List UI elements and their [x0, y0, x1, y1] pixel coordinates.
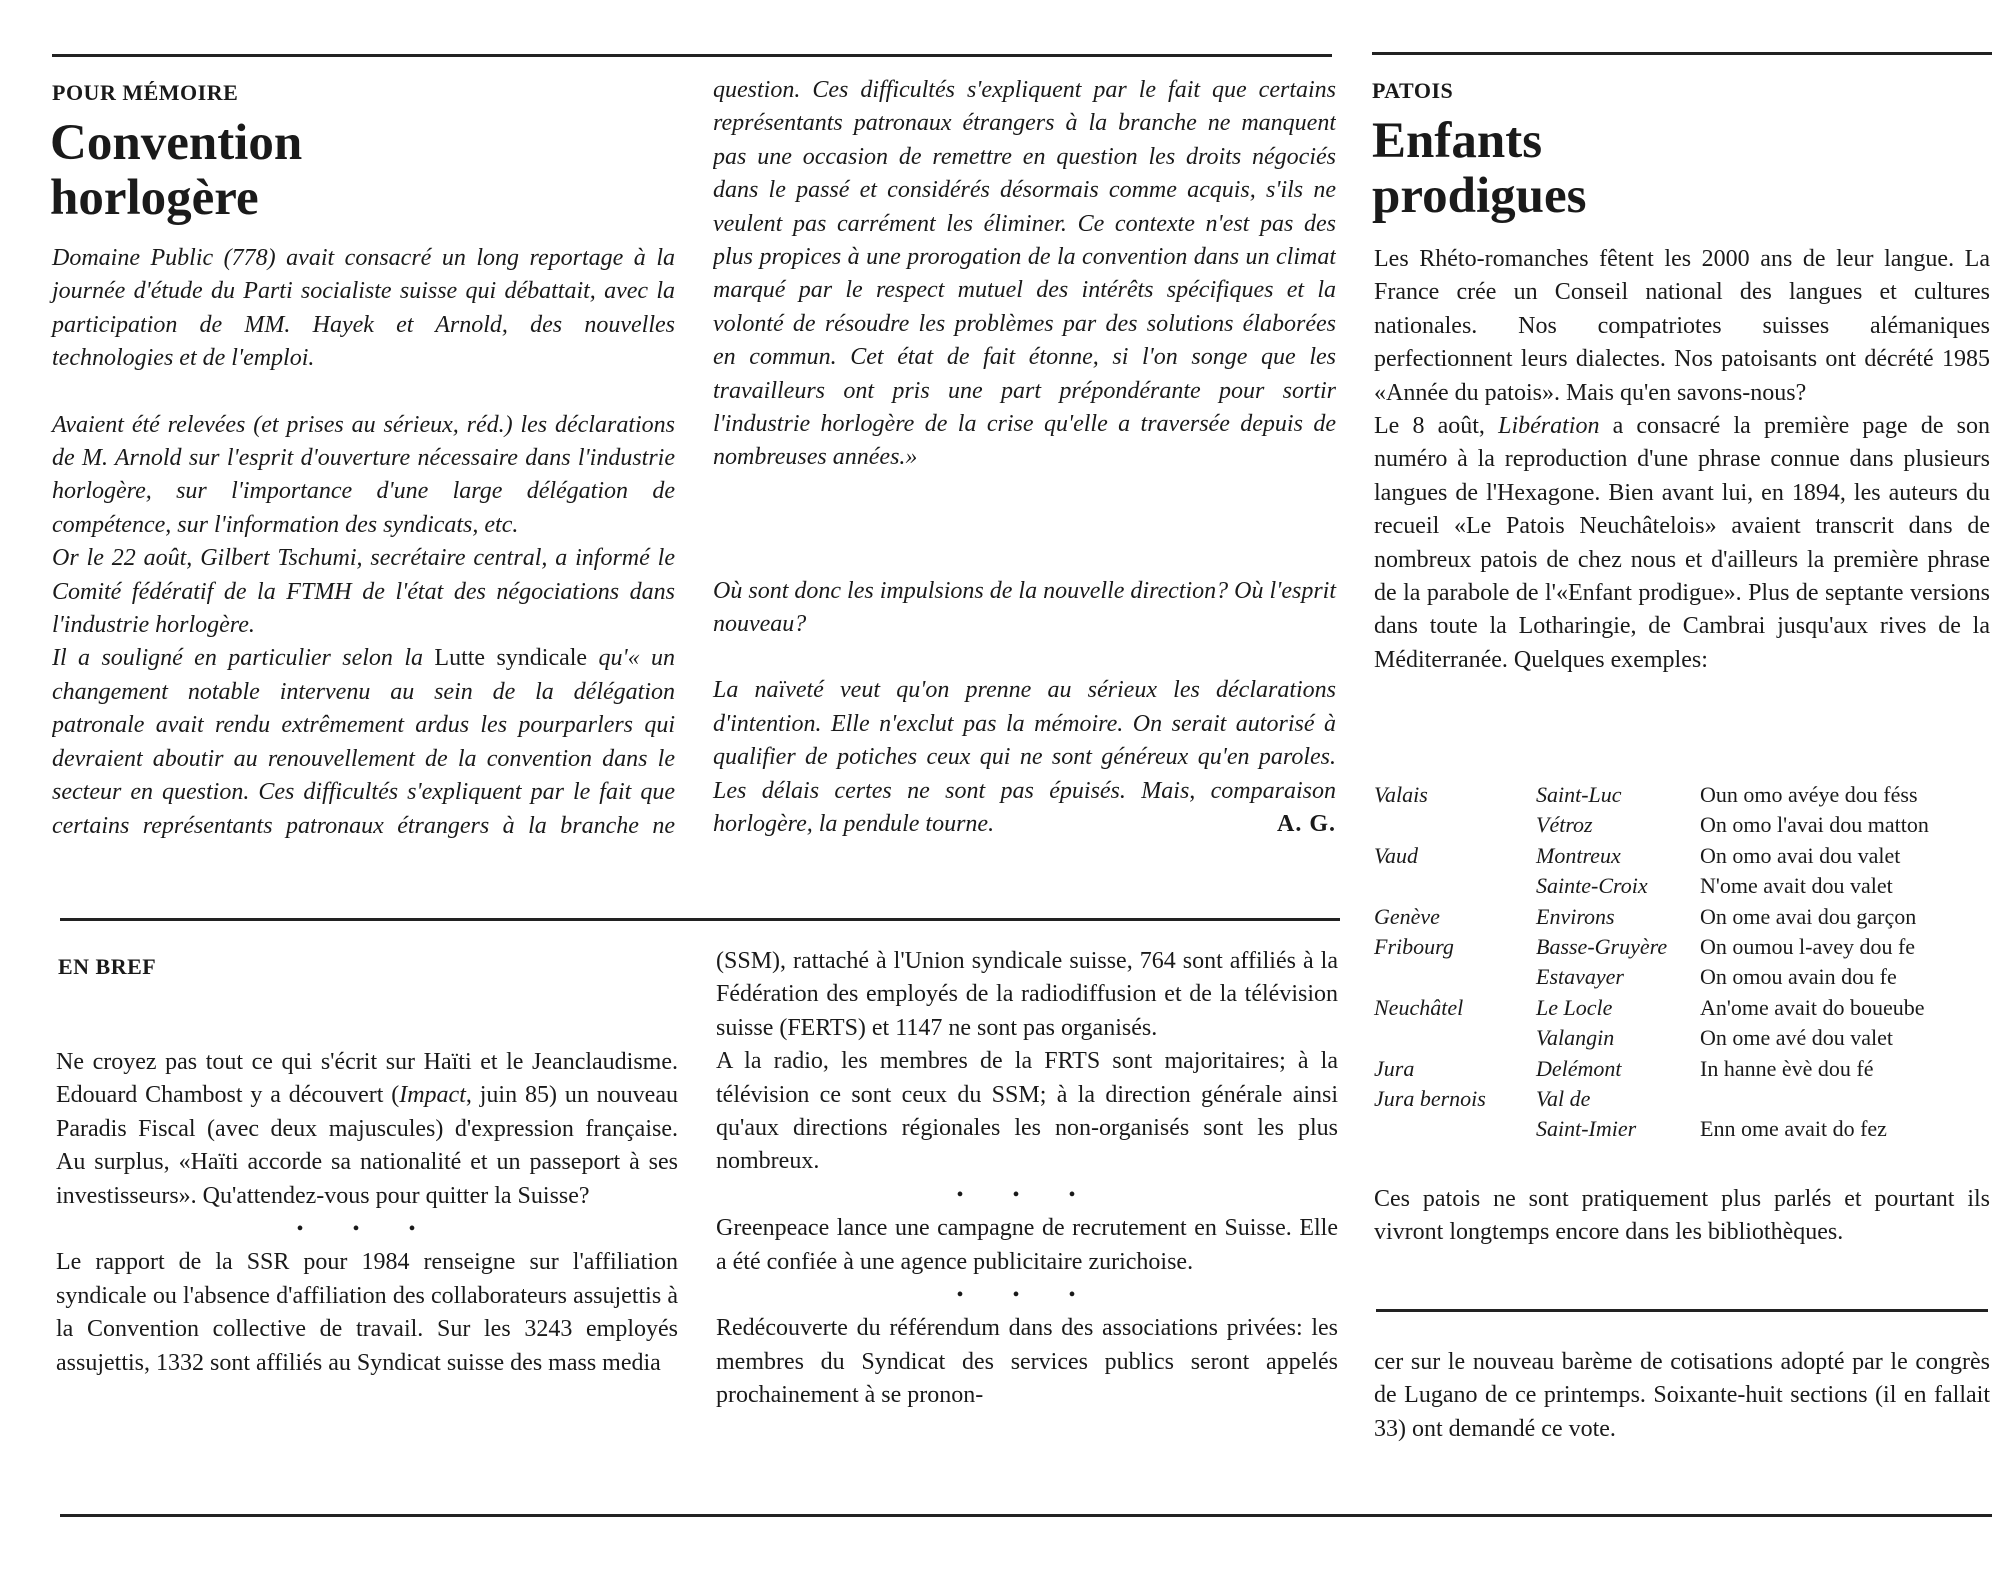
headline-line-1: Convention — [50, 115, 303, 171]
pour-memoire-column-1 — [52, 242, 675, 842]
headline-patois-line-1: Enfants — [1372, 113, 1543, 169]
patois-phrase: On ome avé dou valet — [1700, 1025, 1894, 1051]
patois-example-row — [1374, 873, 1990, 903]
patois-conclusion — [1374, 1183, 1990, 1250]
patois-example-row — [1374, 934, 1990, 964]
patois-phrase: On oumou l-avey dou fe — [1700, 933, 1916, 959]
patois-phrase: On omo l'avai dou matton — [1700, 812, 1929, 838]
patois-place: Val de — [1536, 1085, 1591, 1111]
patois-place: Delémont — [1536, 1055, 1622, 1081]
pour-memoire-para-3-continued: question. Ces difficultés s'expliquent par le fait que certains représentants patronaux étrangers à la branche ne manquent pas une occasion de remettre en question les droits négociés dans le passé et considérés désormais comme acquis, s'ils ne veulent pas carrément les éliminer. Ce contexte n'est pas des plus propices à une prorogation de la convention dans un climat marqué par le respect mutuel des intérêts spécifiques et la volonté de résoudre les problèmes par des solutions élaborées en commun. Cet état de fait étonne, si l'on songe que les travailleurs ont pris une part prépondérante pour sortir l'industrie horlogère de la crise qu'elle a traversée depuis de nombreuses années.» — [713, 77, 1336, 471]
patois-region — [1374, 1116, 1536, 1146]
en-bref-column-1 — [56, 1046, 678, 1413]
patois-para-1: Les Rhéto-romanches fêtent les 2000 ans de leur langue. La France crée un Conseil national des langues et cultures nationales. Nos compatriotes suisses alémaniques perfectionnent leurs dialectes. Nos patoisants ont décrété 1985 «Année du patois». Mais qu'en savons-nous? — [1374, 246, 1990, 406]
rule-top-left — [52, 54, 1332, 57]
patois-phrase: On omou avain dou fe — [1700, 964, 1897, 990]
separator-1: • • • — [296, 1218, 438, 1241]
headline-patois-line-2: prodigues — [1372, 168, 1587, 224]
patois-region: Valais — [1374, 782, 1428, 807]
impact-title: Impact — [399, 1082, 466, 1109]
patois-phrase: In hanne èvè dou fé — [1700, 1055, 1874, 1081]
pour-memoire-para-3: Il a souligné en particulier selon la Lutte syndicale qu'« un changement notable intervenu au sein de la délégation patronale avait rendu extrêmement ardus les pourparlers qui devraient aboutir au renouvellement de la convention dans le secteur en question. Ces difficultés s'expliquent par le fait que certains représentants patronaux étrangers à la branche ne — [52, 645, 675, 839]
patois-example-row — [1374, 964, 1990, 994]
patois-example-row — [1374, 995, 1990, 1025]
kicker-en-bref: EN BREF — [58, 954, 157, 979]
patois-region: Genève — [1374, 903, 1440, 929]
patois-example-row — [1374, 1056, 1990, 1086]
patois-place: Valangin — [1536, 1025, 1615, 1051]
patois-phrase: Oun omo avéye dou féss — [1700, 782, 1918, 807]
patois-examples-table — [1374, 782, 1990, 1147]
en-bref-item-2-continued: (SSM), rattaché à l'Union syndicale suisse, 764 sont affiliés à la Fédération des employés de la radiodiffusion et de la télévision suisse (FERTS) et 1147 ne sont pas organisés. — [716, 948, 1338, 1041]
patois-place: Estavayer — [1536, 964, 1624, 990]
rule-bottom — [60, 1514, 1992, 1517]
kicker-pour-memoire: POUR MÉMOIRE — [52, 80, 239, 105]
patois-phrase — [1700, 1086, 1990, 1116]
patois-phrase: An'ome avait do boueube — [1700, 994, 1925, 1020]
patois-region — [1374, 873, 1536, 903]
en-bref-item-3: Greenpeace lance une campagne de recrutement en Suisse. Elle a été confiée à une agence publicitaire zurichoise. — [716, 1215, 1338, 1275]
pour-memoire-intro: Domaine Public (778) avait consacré un long reportage à la journée d'étude du Parti socialiste suisse qui débattait, avec la participation de MM. Hayek et Arnold, des nouvelles technologies et de l'emploi. — [52, 245, 675, 372]
headline-convention-horlogere — [50, 116, 302, 226]
headline-line-2: horlogère — [50, 170, 259, 226]
patois-place: Vétroz — [1536, 812, 1593, 838]
patois-example-row — [1374, 843, 1990, 873]
rule-middle-left — [60, 918, 1340, 921]
patois-phrase: On ome avai dou garçon — [1700, 903, 1917, 929]
kicker-patois: PATOIS — [1372, 78, 1454, 103]
pour-memoire-para-5: La naïveté veut qu'on prenne au sérieux les déclarations d'intention. Elle n'exclut pas la mémoire. On serait autorisé à qualifier de potiches ceux qui ne sont généreux qu'en paroles. Les délais certes ne sont pas épuisés. Mais, comparaison horlogère, la pendule tourne. — [713, 677, 1336, 838]
patois-place: Basse-Gruyère — [1536, 933, 1668, 959]
pour-memoire-para-4: Où sont donc les impulsions de la nouvelle direction? Où l'esprit nouveau? — [713, 577, 1336, 637]
patois-region — [1374, 1025, 1536, 1055]
patois-example-row — [1374, 812, 1990, 842]
en-bref-item-2: Le rapport de la SSR pour 1984 renseigne sur l'affiliation syndicale ou l'absence d'affiliation des collaborateurs assujettis à la Convention collective de travail. Sur les 3243 employés assujettis, 1332 sont affiliés au Syndicat suisse des mass media — [56, 1249, 678, 1376]
patois-place: Sainte-Croix — [1536, 873, 1648, 899]
en-bref-item-4-continued: cer sur le nouveau barème de cotisations adopté par le congrès de Lugano de ce printemps. Soixante-huit sections (il en fallait 33) ont demandé ce vote. — [1374, 1349, 1990, 1442]
pour-memoire-para-2: Or le 22 août, Gilbert Tschumi, secrétaire central, a informé le Comité fédératif de la FTMH de l'état des négociations dans l'industrie horlogère. — [52, 545, 675, 639]
headline-enfants-prodigues — [1372, 114, 1586, 224]
patois-example-row — [1374, 1116, 1990, 1146]
patois-place: Saint-Imier — [1536, 1116, 1637, 1142]
patois-column — [1374, 243, 1990, 677]
patois-region: Jura bernois — [1374, 1085, 1486, 1111]
patois-region: Neuchâtel — [1374, 994, 1464, 1020]
patois-place: Environs — [1536, 903, 1615, 929]
patois-region: Vaud — [1374, 842, 1418, 868]
rule-patois-bottom — [1376, 1309, 1988, 1312]
en-bref-column-3 — [1374, 1346, 1990, 1446]
pour-memoire-para-1: Avaient été relevées (et prises au sérieux, réd.) les déclarations de M. Arnold sur l'esprit d'ouverture nécessaire dans l'industrie horlogère, sur l'importance d'une large délégation de compétence, sur l'information des syndicats, etc. — [52, 411, 675, 538]
separator-2: • • • — [956, 1183, 1098, 1206]
en-bref-column-2 — [716, 945, 1338, 1413]
patois-place: Saint-Luc — [1536, 782, 1622, 807]
patois-example-row — [1374, 1086, 1990, 1116]
patois-place: Le Locle — [1536, 994, 1613, 1020]
patois-region — [1374, 964, 1536, 994]
patois-phrase: On omo avai dou valet — [1700, 842, 1901, 868]
separator-3: • • • — [956, 1284, 1098, 1307]
signature: A. G. — [1277, 811, 1336, 838]
patois-phrase: N'ome avait dou valet — [1700, 873, 1893, 899]
patois-region: Fribourg — [1374, 933, 1454, 959]
pour-memoire-column-2 — [713, 74, 1336, 841]
en-bref-item-1: Ne croyez pas tout ce qui s'écrit sur Haïti et le Jeanclaudisme. Edouard Chambost y a découvert (Impact, juin 85) un nouveau Paradis Fiscal (avec deux majuscules) d'expression française. Au surplus, «Haïti accorde sa nationalité et un passeport à ses investisseurs». Qu'attendez-vous pour quitter la Suisse? — [56, 1049, 678, 1209]
rule-top-right — [1372, 52, 1992, 55]
patois-region: Jura — [1374, 1055, 1415, 1081]
patois-para-3: Ces patois ne sont pratiquement plus parlés et pourtant ils vivront longtemps encore dans les bibliothèques. — [1374, 1186, 1990, 1246]
patois-example-row — [1374, 904, 1990, 934]
patois-example-row — [1374, 782, 1990, 812]
patois-phrase: Enn ome avait do fez — [1700, 1116, 1887, 1142]
patois-region — [1374, 812, 1536, 842]
en-bref-item-2b: A la radio, les membres de la FRTS sont majoritaires; à la télévision ce sont ceux du SSM; à la direction générale ainsi qu'aux directions régionales les non-organisés sont les plus nombreux. — [716, 1048, 1338, 1175]
lutte-syndicale-title: Lutte syndicale — [434, 645, 588, 672]
patois-place: Montreux — [1536, 842, 1621, 868]
patois-example-row — [1374, 1025, 1990, 1055]
liberation-title: Libération — [1498, 413, 1600, 440]
patois-para-2: Le 8 août, Libération a consacré la première page de son numéro à la reproduction d'une phrase connue dans plusieurs langues de l'Hexagone. Bien avant lui, en 1894, les auteurs du recueil «Le Patois Neuchâtelois» avaient transcrit dans de nombreux patois de chez nous et d'ailleurs la première phrase de la parabole de l'«Enfant prodigue». Plus de septante versions dans toute la Lotharingie, de Cambrai jusqu'aux rives de la Méditerranée. Quelques exemples: — [1374, 413, 1990, 673]
en-bref-item-4: Redécouverte du référendum dans des associations privées: les membres du Syndicat des services publics seront appelés prochainement à se pronon- — [716, 1315, 1338, 1409]
